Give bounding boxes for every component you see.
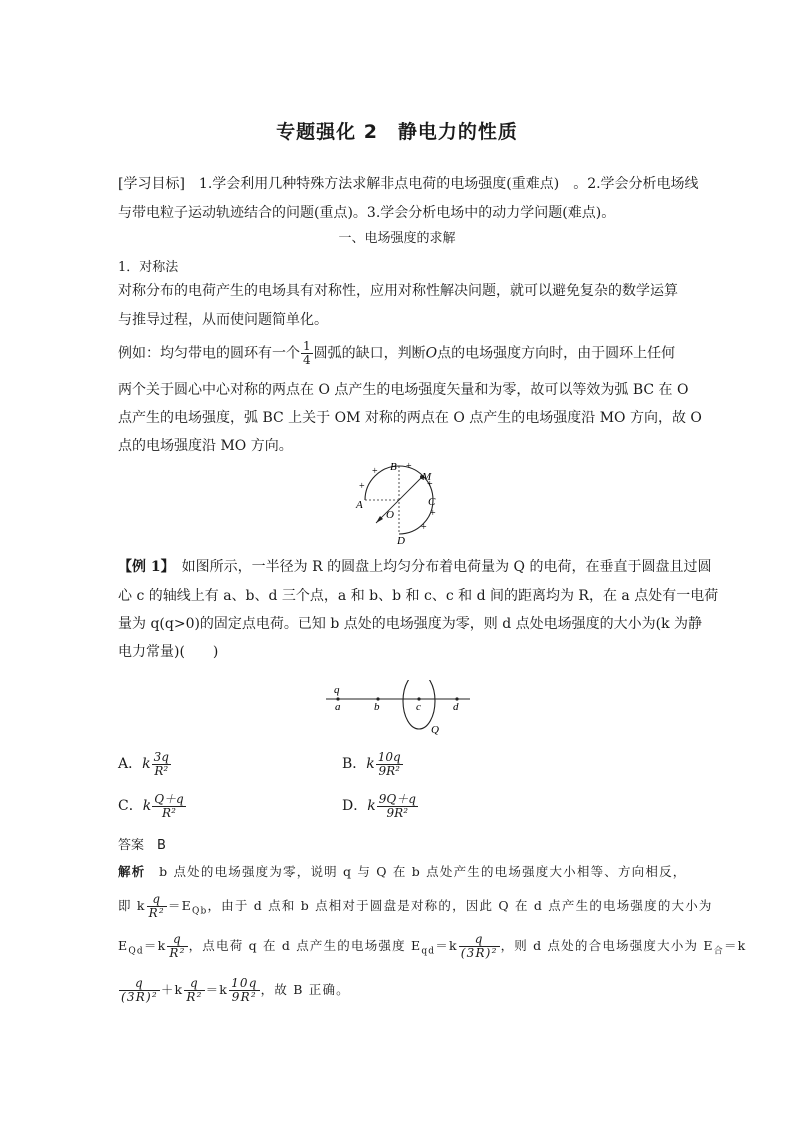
subsection-heading: 1．对称法 [118, 260, 179, 275]
label-A: A [356, 499, 363, 511]
label-d: d [453, 701, 459, 713]
plus-sign: + [406, 461, 412, 472]
solution-label: 解析 [118, 864, 146, 879]
option-D[interactable]: D．k $\frac{9Q+q}{\text{9R²}}$ [342, 791, 416, 820]
example-line-2: 两个关于圆心中心对称的两点在 O 点产生的电场强度矢量和为零，故可以等效为弧 BC 在 O [118, 382, 689, 398]
label-C: C [428, 496, 436, 508]
plus-sign: + [421, 522, 427, 533]
label-D: D [397, 535, 405, 547]
example1-line-3: 量为 q(q>0)的固定点电荷。已知 b 点处的电场强度为零，则 d 点处电场强度的大小为(k 为静 [118, 616, 703, 632]
solution-line-3: $E_{Qd}=k$ $\frac{q}{\text{R²}}$ ，点电荷 q 在 d 点产生的电场强度 $E_{qd}=k$ $\frac{q}{\text{(3R)²}}$ ，则 d 点处的合电场强度大小为 $E_合=k$ [118, 932, 747, 960]
answer-line: 答案 B [118, 838, 166, 853]
solution-line-4: $\frac{q}{\text{(3R)²}}$ ＋k $\frac{q}{\text{R²}}$ ＝k $\frac{10q}{\text{9R²}}$ ，故 B 正确。 [121, 976, 350, 1004]
example1-tag: 【例 1】 [118, 559, 168, 575]
example-line-4: 点的电场强度沿 MO 方向。 [118, 438, 293, 454]
ring-figure [350, 458, 450, 548]
label-b: b [374, 701, 380, 713]
label-O: O [386, 509, 394, 521]
label-B: B [390, 461, 397, 473]
label-a: a [335, 701, 341, 713]
plus-sign: + [430, 508, 436, 519]
solution-line-2: 即 k $\frac{q}{\text{R²}}$ $=E_{Qb}$，由于 d 点和 b 点相对于圆盘是对称的，因此 Q 在 d 点产生的电场强度的大小为 [118, 892, 713, 920]
label-c: c [416, 701, 421, 713]
option-B[interactable]: B．k $\frac{10q}{\text{9R²}}$ [342, 749, 401, 778]
label-M: M [422, 471, 432, 483]
plus-sign: + [359, 481, 365, 492]
option-C[interactable]: C．k $\frac{Q+q}{\text{R²}}$ [118, 791, 184, 820]
fraction-quarter: $\frac{1}{4}$ [303, 339, 311, 367]
disk-figure [320, 680, 480, 740]
section-heading: 一、电场强度的求解 [338, 231, 456, 246]
plus-sign: + [372, 466, 378, 477]
example1-line-1: 【例 1】 如图所示，一半径为 R 的圆盘上均匀分布着电荷量为 Q 的电荷，在垂直于圆盘且过圆 [118, 559, 712, 575]
example-line-1: 例如：均匀带电的圆环有一个 $\frac{1}{4}$ 圆弧的缺口，判断O点的电场强度方向时，由于圆环上任何 [118, 339, 676, 367]
solution-line-1: 解析 b 点处的电场强度为零，说明 q 与 Q 在 b 点处产生的电场强度大小相等、方向相反， [118, 864, 687, 879]
example-line-3: 点产生的电场强度，弧 BC 上关于 OM 对称的两点在 O 点产生的电场强度沿 MO 方向，故 O [118, 410, 702, 426]
label-q: q [334, 684, 340, 696]
example1-line-2: 心 c 的轴线上有 a、b、d 三个点，a 和 b、b 和 c、c 和 d 间的距离均为 R，在 a 点处有一电荷 [118, 588, 719, 604]
plus-sign: + [427, 479, 433, 490]
option-A[interactable]: A．k $\frac{3q}{\text{R²}}$ [118, 749, 169, 778]
paragraph-line-1: 对称分布的电荷产生的电场具有对称性，应用对称性解决问题，就可以避免复杂的数学运算 [118, 283, 678, 299]
objectives-line-2: 与带电粒子运动轨迹结合的问题(重点)。3.学会分析电场中的动力学问题(难点)。 [118, 205, 616, 221]
example1-line-4: 电力常量)( ) [118, 644, 219, 660]
paragraph-line-2: 与推导过程，从而使问题简单化。 [118, 312, 328, 328]
objectives-line-1: [学习目标] 1.学会利用几种特殊方法求解非点电荷的电场强度(重难点) 。2.学会分析电场线 [118, 176, 699, 192]
label-Q: Q [431, 724, 439, 736]
page-title: 专题强化 2 静电力的性质 [276, 121, 518, 143]
